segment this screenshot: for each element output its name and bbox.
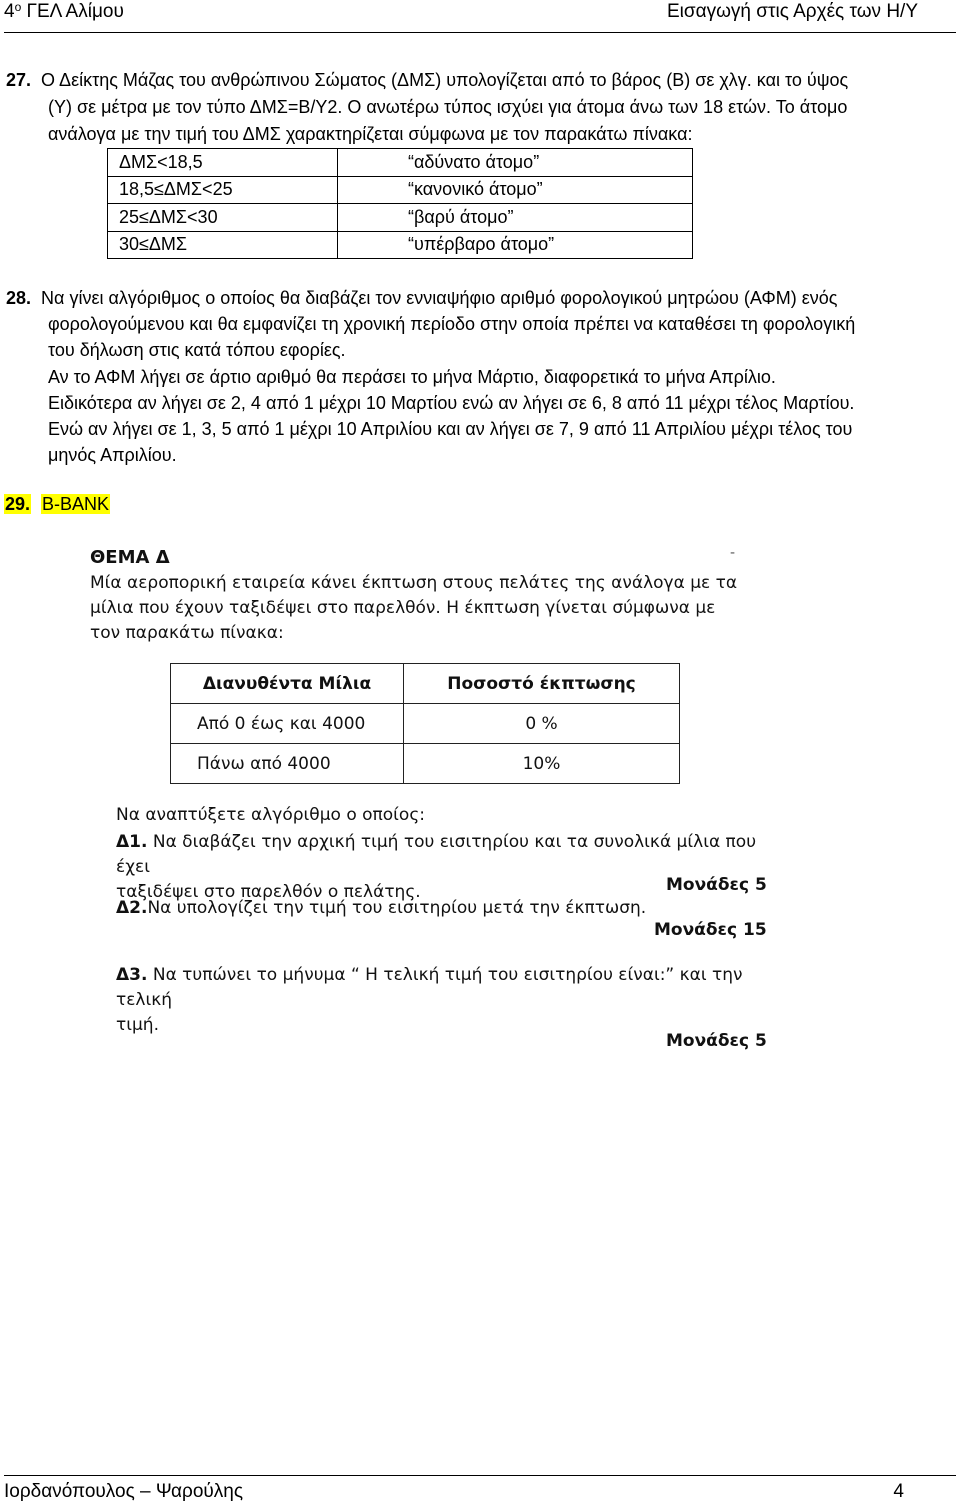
question-29 — [4, 494, 110, 515]
q28-number: 28. — [6, 288, 32, 308]
task-d3: Δ3. Να τυπώνει το μήνυμα “ Η τελική τιμή του εισιτηρίου είναι:” και την τελική τιμή. — [116, 965, 743, 1035]
bmi-table — [107, 148, 693, 259]
points-d1: Μονάδες 5 — [666, 875, 767, 895]
task-d2: Δ2.Να υπολογίζει την τιμή του εισιτηρίου μετά την έκπτωση. — [116, 898, 647, 918]
q28-line-2: φορολογούμενου και θα εμφανίζει τη χρονική περίοδο στην οποία πρέπει να καταθέσει τη φορολογική — [48, 314, 856, 334]
q27-line-1: 27. Ο Δείκτης Μάζας του ανθρώπινου Σώματος (ΔΜΣ) υπολογίζεται από το βάρος (Β) σε χλγ. και το ύψος — [6, 67, 848, 94]
footer-rule — [4, 1475, 956, 1476]
page-header — [0, 0, 960, 34]
page-number: 4 — [893, 1481, 904, 1502]
exam-dash: - — [730, 545, 736, 561]
table-row: 25≤ΔΜΣ<30 “βαρύ άτομο” — [108, 204, 693, 232]
task-d1: Δ1. Να διαβάζει την αρχική τιμή του εισιτηρίου και τα συνολικά μίλια που έχει ταξιδέψει στο παρελθόν ο πελάτης. — [116, 832, 757, 902]
q28-line-4: Αν το ΑΦΜ λήγει σε άρτιο αριθμό θα περάσει το μήνα Μάρτιο, διαφορετικά το μήνα Απρίλιο. — [48, 367, 776, 387]
table-row: Από 0 έως και 4000 0 % — [171, 704, 680, 744]
course-title: Εισαγωγή στις Αρχές των Η/Υ — [666, 1, 918, 22]
q28-line-1: 28. Να γίνει αλγόριθμος ο οποίος θα διαβάζει τον εννιαψήφιο αριθμό φορολογικού μητρώου (ΑΦΜ) ενός — [6, 285, 837, 312]
table-row: ΔΜΣ<18,5 “αδύνατο άτομο” — [108, 149, 693, 177]
page-footer — [0, 1472, 960, 1508]
q28-line-3: του δήλωση στις κατά τόπου εφορίες. — [48, 340, 346, 360]
header-rule — [4, 32, 956, 33]
table-row: Πάνω από 4000 10% — [171, 744, 680, 784]
col-header-miles: Διανυθέντα Μίλια — [171, 664, 404, 704]
q28-line-7: μηνός Απριλίου. — [48, 445, 177, 465]
q29-number: 29. — [5, 494, 31, 514]
table-row: 30≤ΔΜΣ “υπέρβαρο άτομο” — [108, 231, 693, 259]
exam-intro: Μία αεροπορική εταιρεία κάνει έκπτωση στους πελάτες της ανάλογα με τα μίλια που έχουν ταξιδέψει στο παρελθόν. Η έκπτωση γίνεται σύμφωνα με τον παρακάτω πίνακα: — [90, 573, 738, 643]
q28-line-6: Ενώ αν λήγει σε 1, 3, 5 από 1 μέχρι 10 Απριλίου και αν λήγει σε 7, 9 από 11 Απριλίου μέχρι τέλος του — [48, 419, 853, 439]
points-d3: Μονάδες 5 — [666, 1031, 767, 1051]
authors: Ιορδανόπουλος – Ψαρούλης — [4, 1481, 243, 1502]
q27-line-2: (Υ) σε μέτρα με τον τύπο ΔΜΣ=Β/Υ2. Ο ανωτέρω τύπος ισχύει για άτομα άνω των 18 ετών. Το άτομο — [48, 97, 848, 117]
table-row: 18,5≤ΔΜΣ<25 “κανονικό άτομο” — [108, 176, 693, 204]
q27-number: 27. — [6, 70, 32, 90]
discount-table — [170, 663, 680, 784]
school-name: $4^o$ ΓΕΛ Αλίμου — [4, 0, 124, 22]
exam-ask: Να αναπτύξετε αλγόριθμο ο οποίος: — [116, 805, 426, 825]
q29-source: B-BANK — [42, 494, 110, 514]
exam-title: ΘΕΜΑ Δ — [90, 547, 170, 568]
points-d2: Μονάδες 15 — [654, 920, 767, 940]
table-header-row — [171, 664, 680, 704]
q27-line-3: ανάλογα με την τιμή του ΔΜΣ χαρακτηρίζεται σύμφωνα με τον παρακάτω πίνακα: — [48, 124, 693, 144]
q28-line-5: Ειδικότερα αν λήγει σε 2, 4 από 1 μέχρι 10 Μαρτίου ενώ αν λήγει σε 6, 8 από 11 μέχρι τέλος Μαρτίου. — [48, 393, 855, 413]
col-header-discount: Ποσοστό έκπτωσης — [404, 664, 680, 704]
